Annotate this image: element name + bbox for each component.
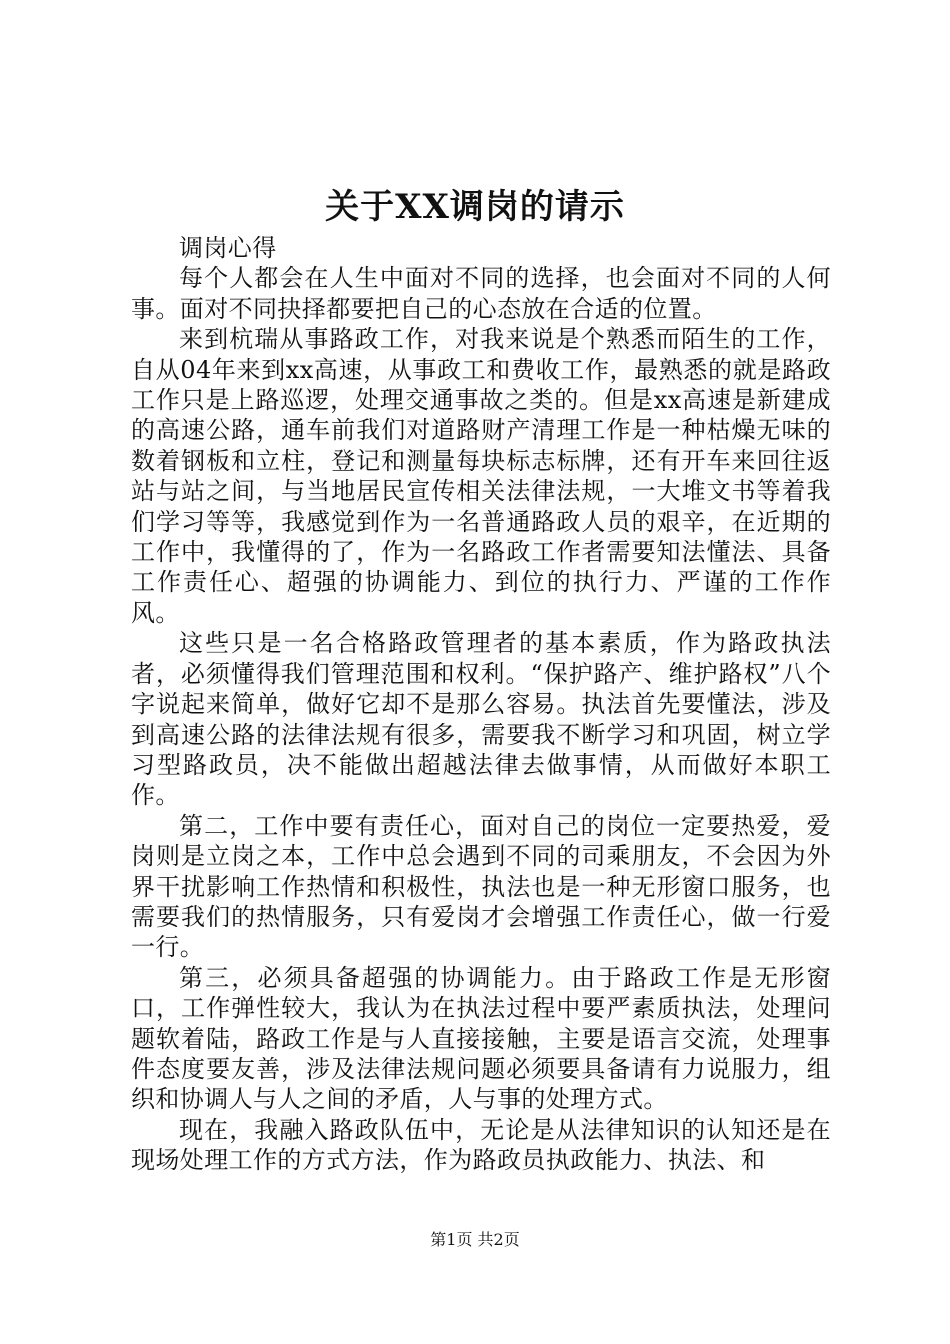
paragraph-5: 第三，必须具备超强的协调能力。由于路政工作是无形窗口，工作弹性较大，我认为在执法过程中要严素质执法，处理问题软着陆，路政工作是与人直接接触，主要是语言交流，处理事件态度要友善，涉及法律法规问题必须要具备请有力说服力，组织和协调人与人之间的矛盾，人与事的处理方式。 [131, 963, 831, 1114]
paragraph-3: 这些只是一名合格路政管理者的基本素质，作为路政执法者，必须懂得我们管理范围和权利。“保护路产、维护路权”八个字说起来简单，做好它却不是那么容易。执法首先要懂法，涉及到高速公路的法律法规有很多，需要我不断学习和巩固，树立学习型路政员，决不能做出超越法律去做事情，从而做好本职工作。 [131, 629, 831, 810]
page-footer: 第1页 共2页 [430, 1230, 520, 1249]
paragraph-1: 每个人都会在人生中面对不同的选择，也会面对不同的人何事。面对不同抉择都要把自己的心态放在合适的位置。 [131, 264, 831, 323]
document-body [131, 233, 831, 1176]
paragraph-4: 第二，工作中要有责任心，面对自己的岗位一定要热爱，爱岗则是立岗之本，工作中总会遇到不同的司乘朋友，不会因为外界干扰影响工作热情和积极性，执法也是一种无形窗口服务，也需要我们的热情服务，只有爱岗才会增强工作责任心，做一行爱一行。 [131, 811, 831, 962]
paragraph-6: 现在，我融入路政队伍中，无论是从法律知识的认知还是在现场处理工作的方式方法，作为路政员执政能力、执法、和 [131, 1115, 831, 1175]
paragraph-2: 来到杭瑞从事路政工作，对我来说是个熟悉而陌生的工作，自从04年来到xx高速，从事政工和费收工作，最熟悉的就是路政工作只是上路巡逻，处理交通事故之类的。但是xx高速是新建成的高速公路，通车前我们对道路财产清理工作是一种枯燥无味的数着钢板和立柱，登记和测量每块标志标牌，还有开车来回往返站与站之间，与当地居民宣传相关法律法规，一大堆文书等着我们学习等等，我感觉到作为一名普通路政人员的艰辛，在近期的工作中，我懂得的了，作为一名路政工作者需要知法懂法、具备工作责任心、超强的协调能力、到位的执行力、严谨的工作作风。 [131, 325, 831, 627]
document-title: 关于XX调岗的请示 [325, 187, 625, 227]
document-subtitle: 调岗心得 [179, 234, 277, 262]
